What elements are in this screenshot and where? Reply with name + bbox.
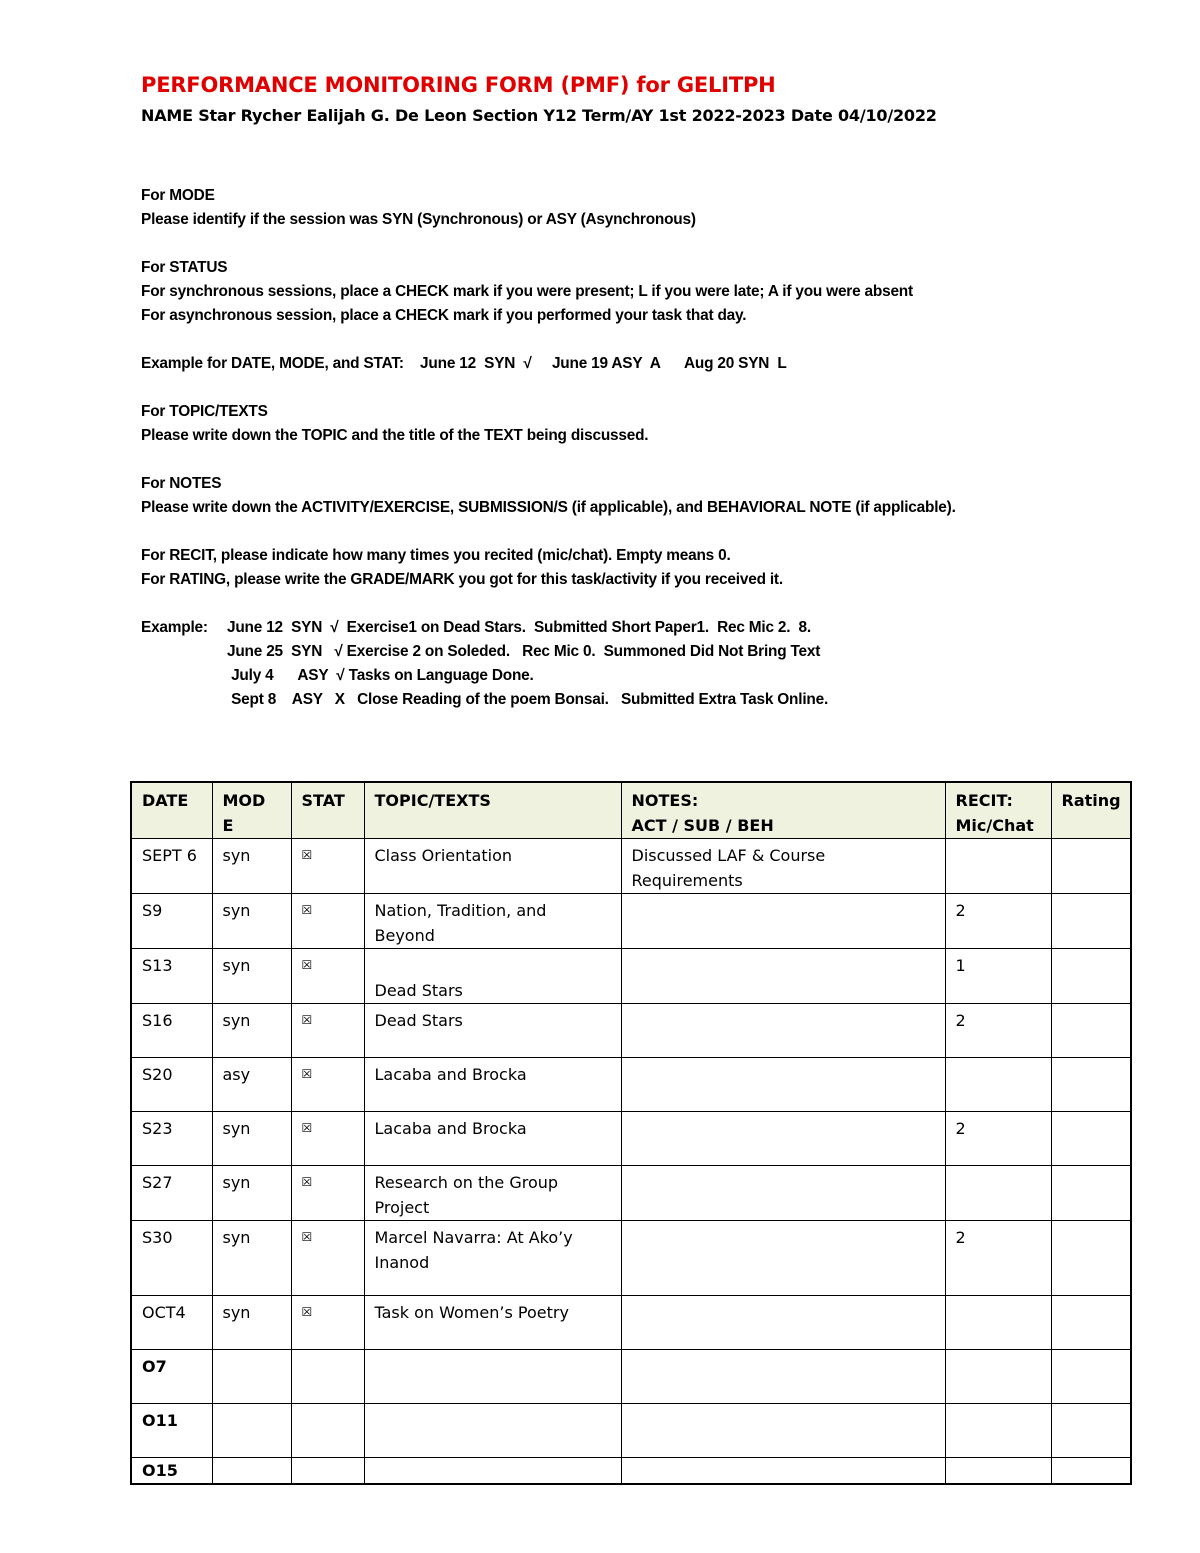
table-row <box>131 1404 1131 1458</box>
cell-mode: syn <box>212 894 291 949</box>
cell-mode: syn <box>212 1221 291 1296</box>
cell-topic: Task on Women’s Poetry <box>364 1296 621 1350</box>
cell-topic: Lacaba and Brocka <box>364 1058 621 1112</box>
cell-recit <box>945 1296 1051 1350</box>
table-row <box>131 949 1131 1004</box>
status-heading: For STATUS <box>141 259 228 276</box>
cell-date: S30 <box>131 1221 212 1296</box>
mode-text: Please identify if the session was SYN (Synchronous) or ASY (Asynchronous) <box>141 211 696 228</box>
cell-date: S23 <box>131 1112 212 1166</box>
notes-heading: For NOTES <box>141 475 222 492</box>
cell-mode: syn <box>212 1166 291 1221</box>
table-row <box>131 1166 1131 1221</box>
status-text-async: For asynchronous session, place a CHECK mark if you performed your task that day. <box>141 307 747 324</box>
cell-rating <box>1051 839 1131 894</box>
example-line: July 4 ASY √ Tasks on Language Done. <box>227 667 534 684</box>
cell-mode <box>212 1404 291 1458</box>
cell-stat: ☒ <box>291 1112 364 1166</box>
cell-mode <box>212 1458 291 1485</box>
header-rating: Rating <box>1051 782 1131 839</box>
cell-topic: Marcel Navarra: At Ako’y Inanod <box>364 1221 621 1296</box>
cell-rating <box>1051 1166 1131 1221</box>
cell-date: OCT4 <box>131 1296 212 1350</box>
table-row <box>131 1058 1131 1112</box>
header-date: DATE <box>131 782 212 839</box>
cell-topic: Research on the Group Project <box>364 1166 621 1221</box>
cell-recit: 1 <box>945 949 1051 1004</box>
table-row <box>131 839 1131 894</box>
cell-rating <box>1051 949 1131 1004</box>
cell-date: O11 <box>131 1404 212 1458</box>
cell-notes <box>621 1221 945 1296</box>
cell-notes <box>621 1296 945 1350</box>
table-row <box>131 1458 1131 1485</box>
cell-notes <box>621 1458 945 1485</box>
cell-mode: syn <box>212 1112 291 1166</box>
cell-recit: 2 <box>945 894 1051 949</box>
cell-notes <box>621 1004 945 1058</box>
cell-recit: 2 <box>945 1004 1051 1058</box>
cell-date: S16 <box>131 1004 212 1058</box>
header-notes: NOTES: ACT / SUB / BEH <box>621 782 945 839</box>
recit-text: For RECIT, please indicate how many times you recited (mic/chat). Empty means 0. <box>141 547 731 564</box>
cell-rating <box>1051 1404 1131 1458</box>
cell-topic: Lacaba and Brocka <box>364 1112 621 1166</box>
monitoring-table <box>130 781 1132 1485</box>
table-row <box>131 1350 1131 1404</box>
cell-notes <box>621 949 945 1004</box>
cell-topic <box>364 1458 621 1485</box>
table-row <box>131 1112 1131 1166</box>
example-row <box>141 688 1141 712</box>
table-header-row <box>131 782 1131 839</box>
date-mode-stat-example: Example for DATE, MODE, and STAT: June 12 SYN √ June 19 ASY A Aug 20 SYN L <box>141 355 787 372</box>
cell-mode: asy <box>212 1058 291 1112</box>
cell-stat: ☒ <box>291 1296 364 1350</box>
topic-text: Please write down the TOPIC and the title of the TEXT being discussed. <box>141 427 649 444</box>
table-row <box>131 1296 1131 1350</box>
cell-topic: Dead Stars <box>364 949 621 1004</box>
cell-rating <box>1051 894 1131 949</box>
cell-mode: syn <box>212 949 291 1004</box>
cell-date: S9 <box>131 894 212 949</box>
cell-recit: 2 <box>945 1221 1051 1296</box>
cell-recit <box>945 1404 1051 1458</box>
table-row <box>131 1221 1131 1296</box>
cell-recit: 2 <box>945 1112 1051 1166</box>
cell-stat: ☒ <box>291 839 364 894</box>
cell-date: S13 <box>131 949 212 1004</box>
example-row <box>141 640 1141 664</box>
header-recit: RECIT: Mic/Chat <box>945 782 1051 839</box>
cell-date: S27 <box>131 1166 212 1221</box>
cell-date: O15 <box>131 1458 212 1485</box>
cell-topic <box>364 1350 621 1404</box>
cell-rating <box>1051 1221 1131 1296</box>
cell-notes <box>621 1058 945 1112</box>
cell-recit <box>945 1166 1051 1221</box>
cell-notes <box>621 894 945 949</box>
cell-date: O7 <box>131 1350 212 1404</box>
status-text-sync: For synchronous sessions, place a CHECK mark if you were present; L if you were late; A if you were absent <box>141 283 913 300</box>
form-title: PERFORMANCE MONITORING FORM (PMF) for GELITPH <box>141 73 776 97</box>
cell-recit <box>945 1458 1051 1485</box>
cell-notes <box>621 1166 945 1221</box>
header-stat: STAT <box>291 782 364 839</box>
cell-rating <box>1051 1350 1131 1404</box>
cell-date: S20 <box>131 1058 212 1112</box>
example-line: June 12 SYN √ Exercise1 on Dead Stars. Submitted Short Paper1. Rec Mic 2. 8. <box>227 619 811 636</box>
example-line: Sept 8 ASY X Close Reading of the poem Bonsai. Submitted Extra Task Online. <box>227 691 829 708</box>
cell-stat: ☒ <box>291 894 364 949</box>
student-info-line: NAME Star Rycher Ealijah G. De Leon Section Y12 Term/AY 1st 2022-2023 Date 04/10/2022 <box>141 106 937 125</box>
cell-notes <box>621 1112 945 1166</box>
header-topic: TOPIC/TEXTS <box>364 782 621 839</box>
table-row <box>131 894 1131 949</box>
cell-rating <box>1051 1458 1131 1485</box>
example-line: June 25 SYN √ Exercise 2 on Soleded. Rec Mic 0. Summoned Did Not Bring Text <box>227 643 821 660</box>
cell-stat: ☒ <box>291 1058 364 1112</box>
instructions-block <box>141 184 1141 712</box>
cell-recit <box>945 1350 1051 1404</box>
cell-recit <box>945 1058 1051 1112</box>
table-row <box>131 1004 1131 1058</box>
cell-stat <box>291 1458 364 1485</box>
cell-stat <box>291 1404 364 1458</box>
cell-mode: syn <box>212 1296 291 1350</box>
rating-text: For RATING, please write the GRADE/MARK you got for this task/activity if you received it. <box>141 571 783 588</box>
cell-stat <box>291 1350 364 1404</box>
cell-stat: ☒ <box>291 1166 364 1221</box>
cell-rating <box>1051 1112 1131 1166</box>
topic-heading: For TOPIC/TEXTS <box>141 403 268 420</box>
cell-topic: Nation, Tradition, and Beyond <box>364 894 621 949</box>
header-mode: MOD E <box>212 782 291 839</box>
cell-recit <box>945 839 1051 894</box>
cell-notes <box>621 1404 945 1458</box>
cell-mode: syn <box>212 1004 291 1058</box>
cell-topic <box>364 1404 621 1458</box>
cell-notes: Discussed LAF & Course Requirements <box>621 839 945 894</box>
example-row <box>141 664 1141 688</box>
cell-stat: ☒ <box>291 1221 364 1296</box>
example-row <box>141 616 1141 640</box>
cell-rating <box>1051 1296 1131 1350</box>
cell-topic: Class Orientation <box>364 839 621 894</box>
notes-text: Please write down the ACTIVITY/EXERCISE, SUBMISSION/S (if applicable), and BEHAVIORAL NOTE (if applicable). <box>141 499 956 516</box>
cell-stat: ☒ <box>291 949 364 1004</box>
example-label: Example: <box>141 619 208 636</box>
cell-notes <box>621 1350 945 1404</box>
cell-mode: syn <box>212 839 291 894</box>
mode-heading: For MODE <box>141 187 215 204</box>
cell-rating <box>1051 1004 1131 1058</box>
cell-topic: Dead Stars <box>364 1004 621 1058</box>
cell-rating <box>1051 1058 1131 1112</box>
cell-stat: ☒ <box>291 1004 364 1058</box>
cell-date: SEPT 6 <box>131 839 212 894</box>
cell-mode <box>212 1350 291 1404</box>
